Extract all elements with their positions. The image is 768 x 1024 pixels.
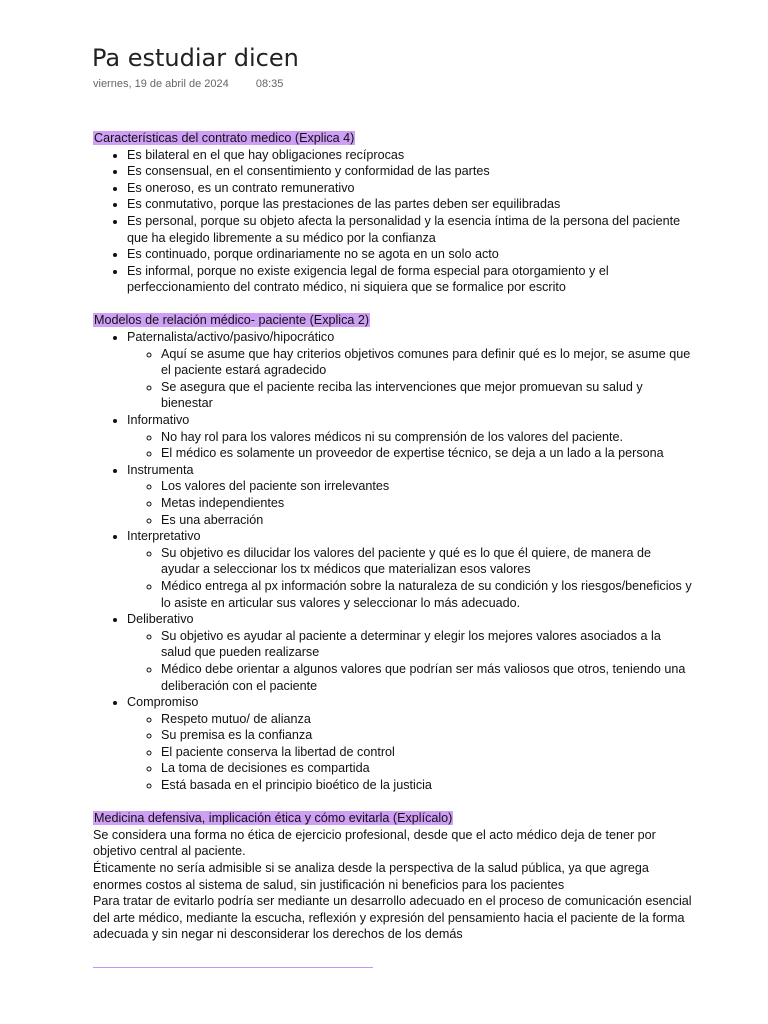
section-heading — [93, 130, 693, 147]
highlighted-heading: Modelos de relación médico- paciente (Explica 2) — [94, 313, 370, 328]
model-item — [127, 412, 693, 462]
model-name: Deliberativo — [127, 612, 194, 627]
contract-features-list — [93, 147, 693, 296]
model-points — [127, 545, 693, 611]
model-item — [127, 611, 693, 694]
highlighted-heading: Características del contrato medico (Explica 4) — [94, 131, 355, 145]
highlighted-heading: Medicina defensiva, implicación ética y cómo evitarla (Explícalo) — [94, 811, 453, 826]
relationship-models-list — [93, 329, 693, 794]
model-points — [127, 346, 693, 412]
list-item: ◦ La toma de decisiones es compartida — [161, 760, 693, 777]
section-heading — [93, 312, 693, 329]
list-item: • Es bilateral en el que hay obligaciones recíprocas — [127, 147, 693, 164]
list-item: ◦ Se asegura que el paciente reciba las intervenciones que mejor promuevan su salud y bienestar — [161, 379, 693, 412]
list-item: • Es oneroso, es un contrato remunerativo — [127, 180, 693, 197]
list-item: ◦ Respeto mutuo/ de alianza — [161, 711, 693, 728]
list-item: ◦ Los valores del paciente son irrelevantes — [161, 478, 693, 495]
list-item: ◦ Médico entrega al px información sobre la naturaleza de su condición y los riesgos/beneficios y lo asiste en articular sus valores y seleccionar lo más adecuado. — [161, 578, 693, 611]
model-item — [127, 694, 693, 794]
model-item — [127, 462, 693, 528]
note-timestamp — [93, 78, 283, 90]
list-item: • Es conmutativo, porque las prestaciones de las partes deben ser equilibradas — [127, 196, 693, 213]
list-item: ◦ El médico es solamente un proveedor de expertise técnico, se deja a un lado a la persona — [161, 445, 693, 462]
model-points — [127, 429, 693, 462]
list-item: • Es informal, porque no existe exigencia legal de forma especial para otorgamiento y el perfeccionamiento del contrato médico, ni siquiera que se formalice por escrito — [127, 263, 693, 296]
list-item: ◦ Su objetivo es dilucidar los valores del paciente y qué es lo que él quiere, de manera de ayudar a seleccionar los tx médicos que materializan esos valores — [161, 545, 693, 578]
note-date: viernes, 19 de abril de 2024 — [93, 78, 229, 90]
list-item: • Es consensual, en el consentimiento y conformidad de las partes — [127, 163, 693, 180]
list-item: ◦ Metas independientes — [161, 495, 693, 512]
list-item: ◦ Médico debe orientar a algunos valores que podrían ser más valiosos que otros, teniendo una deliberación con el paciente — [161, 661, 693, 694]
model-points — [127, 711, 693, 794]
model-points — [127, 628, 693, 694]
list-item: ◦ Su premisa es la confianza — [161, 727, 693, 744]
list-item: • Es personal, porque su objeto afecta la personalidad y la esencia íntima de la persona del paciente que ha elegido libremente a su médico por la confianza — [127, 213, 693, 246]
model-item — [127, 528, 693, 611]
note-time: 08:35 — [255, 78, 284, 90]
model-name: Instrumenta — [127, 462, 194, 477]
model-item — [127, 329, 693, 412]
list-item: ◦ No hay rol para los valores médicos ni su comprensión de los valores del paciente. — [161, 429, 693, 446]
list-item: ◦ Es una aberración — [161, 512, 693, 529]
model-name: Interpretativo — [127, 529, 201, 544]
note-body[interactable] — [93, 130, 693, 943]
page-title[interactable]: Pa estudiar dicen — [92, 44, 299, 72]
divider-line — [93, 967, 373, 968]
list-item: ◦ Está basada en el principio bioético de la justicia — [161, 777, 693, 794]
section-heading — [93, 810, 693, 827]
paragraph: Para tratar de evitarlo podría ser mediante un desarrollo adecuado en el proceso de comunicación esencial del arte médico, mediante la escucha, reflexión y expresión del pensamiento hacia el paciente de la forma adecuada y sin negar ni desconsiderar los derechos de los demás — [93, 894, 692, 942]
model-name: Compromiso — [127, 695, 199, 710]
model-points — [127, 478, 693, 528]
model-name: Informativo — [127, 413, 190, 427]
list-item: • Es continuado, porque ordinariamente no se agota en un solo acto — [127, 246, 693, 263]
model-name: Paternalista/activo/pasivo/hipocrático — [127, 330, 335, 345]
list-item: ◦ El paciente conserva la libertad de control — [161, 744, 693, 761]
list-item: ◦ Aquí se asume que hay criterios objetivos comunes para definir qué es lo mejor, se asume que el paciente estará agradecido — [161, 346, 693, 379]
paragraph: Se considera una forma no ética de ejercicio profesional, desde que el acto médico deja de tener por objetivo central al paciente. — [93, 827, 656, 859]
paragraph: Éticamente no sería admisible si se analiza desde la perspectiva de la salud pública, ya que agrega enormes costos al sistema de salud, sin justificación ni beneficios para los pacientes — [93, 860, 649, 892]
list-item: ◦ Su objetivo es ayudar al paciente a determinar y elegir los mejores valores asociados a la salud que pueden realizarse — [161, 628, 693, 661]
